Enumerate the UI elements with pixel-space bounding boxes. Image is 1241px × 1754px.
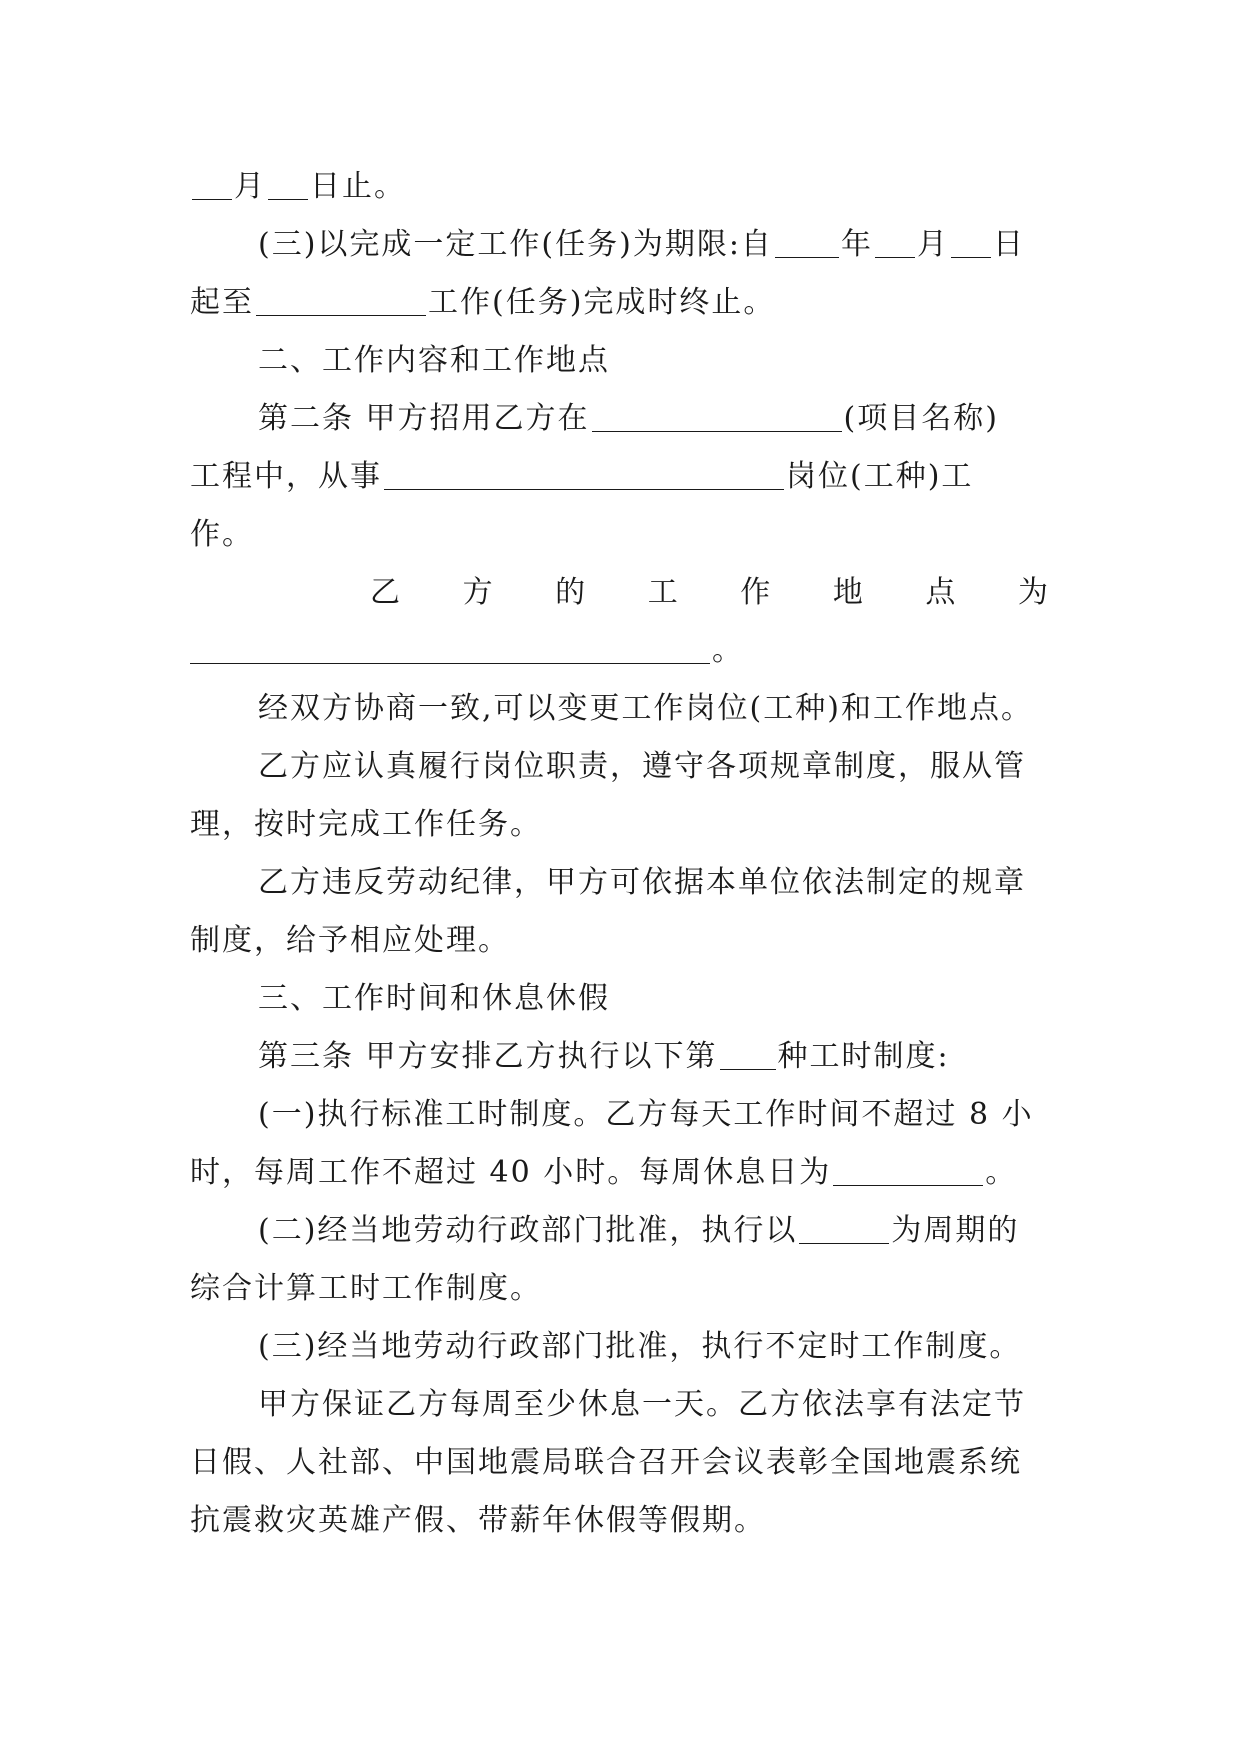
text-line: [190, 448, 1050, 506]
text-run: 。: [985, 1155, 1018, 1190]
text-run: 月: [916, 227, 949, 262]
text-char: 方: [462, 575, 495, 610]
fill-blank: [799, 1213, 889, 1244]
text-run: 年: [840, 227, 873, 262]
section-heading: 三、工作时间和休息休假: [258, 981, 610, 1016]
text-run: 月: [234, 169, 266, 204]
text-line: 乙方违反劳动纪律，甲方可依据本单位依法制定的规章: [258, 865, 1026, 900]
text-char: 乙: [370, 575, 402, 610]
text-line-justified: [190, 564, 1050, 622]
fill-blank: [592, 401, 842, 432]
text-run: 岗位(工种)工: [786, 459, 974, 494]
fill-blank: [875, 227, 915, 258]
text-line: [190, 158, 1050, 216]
text-line: 甲方保证乙方每周至少休息一天。乙方依法享有法定节: [258, 1387, 1026, 1422]
text-line: 经双方协商一致,可以变更工作岗位(工种)和工作地点。: [258, 691, 1033, 726]
text-line: 作。: [190, 517, 254, 552]
text-line: [190, 1202, 1050, 1260]
text-run: (二)经当地劳动行政部门批准，执行以: [258, 1213, 798, 1248]
text-run: (项目名称): [843, 401, 999, 436]
fill-blank: [256, 285, 426, 316]
text-run: 时，每周工作不超过 40 小时。每周休息日为: [190, 1155, 832, 1190]
text-line: [190, 216, 1050, 274]
text-run: 工程中，从事: [190, 459, 382, 494]
text-char: 工: [647, 575, 680, 610]
text-char: 为: [1017, 575, 1050, 610]
text-line: 乙方应认真履行岗位职责，遵守各项规章制度，服从管: [258, 749, 1026, 784]
text-line: [190, 1028, 1050, 1086]
text-char: 地: [832, 575, 865, 610]
section-heading: 二、工作内容和工作地点: [258, 343, 610, 378]
fill-blank: [190, 633, 710, 664]
document-body: [190, 158, 1050, 1550]
text-run: 第三条 甲方安排乙方执行以下第: [258, 1039, 718, 1074]
text-line: 理，按时完成工作任务。: [190, 807, 542, 842]
text-run: 日止。: [310, 169, 406, 204]
fill-blank: [192, 169, 232, 200]
text-run: (三)以完成一定工作(任务)为期限:自: [258, 227, 773, 262]
text-run: 日: [992, 227, 1025, 262]
fill-blank: [384, 459, 784, 490]
fill-blank: [268, 169, 308, 200]
text-line: [190, 274, 1050, 332]
text-run: 种工时制度:: [777, 1039, 950, 1074]
text-run: 。: [712, 633, 744, 668]
fill-blank: [720, 1039, 776, 1070]
text-line: (三)经当地劳动行政部门批准，执行不定时工作制度。: [258, 1329, 1022, 1364]
text-char: 点: [925, 575, 958, 610]
text-run: 第二条 甲方招用乙方在: [258, 401, 590, 436]
text-char: 的: [555, 575, 588, 610]
fill-blank: [951, 227, 991, 258]
text-run: 起至: [190, 285, 254, 320]
fill-blank: [833, 1155, 983, 1186]
text-line: [190, 1144, 1050, 1202]
fill-blank: [775, 227, 839, 258]
text-line: [190, 622, 1050, 680]
text-line: 抗震救灾英雄产假、带薪年休假等假期。: [190, 1503, 766, 1538]
text-line: 日假、人社部、中国地震局联合召开会议表彰全国地震系统: [190, 1445, 1022, 1480]
text-line: 综合计算工时工作制度。: [190, 1271, 542, 1306]
text-line: (一)执行标准工时制度。乙方每天工作时间不超过 8 小: [258, 1097, 1034, 1132]
text-run: 为周期的: [891, 1213, 1020, 1248]
text-line: 制度，给予相应处理。: [190, 923, 510, 958]
text-line: [190, 390, 1050, 448]
text-char: 作: [740, 575, 773, 610]
text-run: 工作(任务)完成时终止。: [428, 285, 776, 320]
